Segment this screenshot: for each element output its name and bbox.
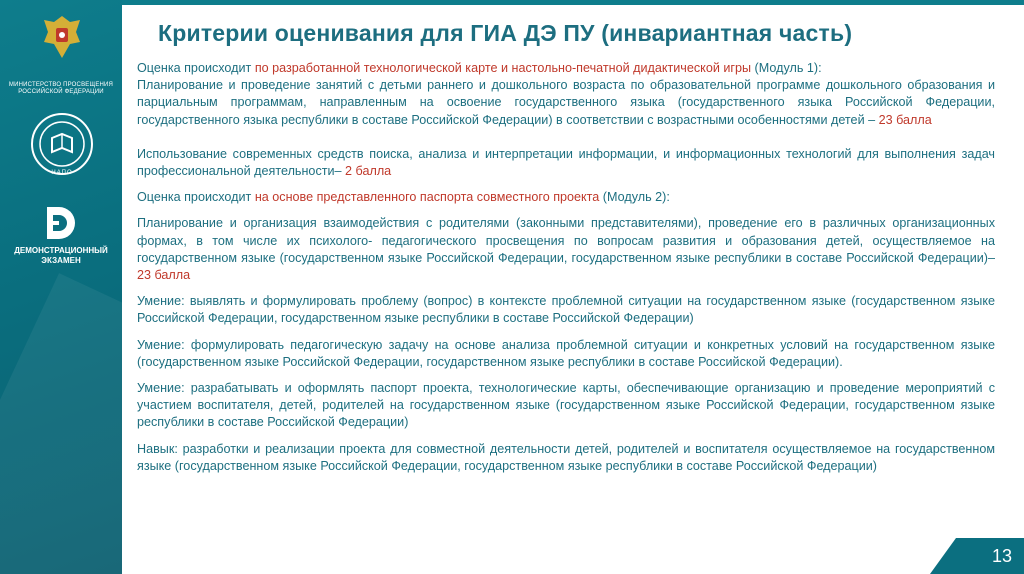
criterion-planning-score: 23 балла: [878, 112, 932, 127]
criterion-planning: [137, 77, 995, 129]
page-number: 13: [991, 546, 1012, 566]
module2-intro: Оценка происходит: [137, 190, 255, 205]
page-number-corner: [930, 538, 956, 574]
criterion-parents: [137, 215, 995, 284]
skill-problem: Умение: выявлять и формулировать проблему (вопрос) в контексте проблемной ситуации на государственном языке (государственном языке Российской Федерации, государственном языке республики в составе Российской Федерации): [137, 294, 995, 326]
sidebar: [0, 0, 122, 574]
skill-project: Навык: разработки и реализации проекта для совместной деятельности детей, родителей и воспитателя осуществляемое на государственном языке (государственном языке Российской Федерации, государственном языке республики в составе Российской Федерации): [137, 441, 995, 473]
module1-intro: Оценка происходит: [137, 61, 255, 75]
skill-passport: Умение: разрабатывать и оформлять паспорт проекта, технологические карты, обеспечивающие организацию и проведение мероприятий с участием воспитателя, детей, родителей на государственном языке (государственном языке Российской Федерации, государственном языке республики в составе Российской Федерации): [137, 381, 995, 430]
criterion-it-text: Использование современных средств поиска, анализа и интерпретации информации, и информационных технологий для выполнения задач профессиональной деятельности–: [137, 146, 995, 179]
criterion-parents-text: Планирование и организация взаимодействия с родителями (законными представителями), проведение его в различных организационных формах, в том числе их психолого- педагогического просвещения по вопросам развития и образования детей, осуществляемое на государственном языке (государственном языке Российской Федерации, государственном языке республики в составе Российской Федерации)–: [137, 216, 995, 265]
module1-heading: [137, 60, 995, 77]
page-number-badge: [956, 538, 1024, 574]
page-title: Критерии оценивания для ГИА ДЭ ПУ (инвариантная часть): [158, 20, 853, 46]
criterion-it-score: 2 балла: [345, 164, 392, 179]
demo-exam-label: ДЕМОНСТРАЦИОННЫЙ ЭКЗАМЕН: [14, 246, 108, 265]
criterion-it: [137, 146, 995, 180]
sidebar-decoration: [0, 273, 122, 574]
top-accent-bar: [122, 0, 1024, 5]
module1-highlight: по разработанной технологической карте и настольно-печатной дидактической игры: [254, 61, 752, 75]
module2-label: (Модуль 2):: [599, 190, 670, 205]
module1-label: (Модуль 1):: [751, 61, 822, 75]
ministry-label: МИНИСТЕРСТВО ПРОСВЕЩЕНИЯ РОССИЙСКОЙ ФЕДЕРАЦИИ: [8, 82, 114, 95]
module2-highlight: на основе представленного паспорта совместного проекта: [254, 190, 600, 205]
module2-heading: [137, 189, 995, 206]
napo-label: НАПО: [51, 170, 73, 176]
coat-of-arms-icon: [40, 12, 84, 62]
criterion-planning-text: Планирование и проведение занятий с детьми раннего и дошкольного возраста по образовательной программе дошкольного образования и парциальным программам, направленным на освоение государственного языка (государственного языка Российской Федерации, государственного языка республики в составе Российской Федерации) в соответствии с возрастными особенностями детей –: [137, 78, 995, 127]
demo-exam-logo-icon: [41, 203, 81, 243]
criteria-content: [137, 60, 995, 475]
criterion-parents-score: 23 балла: [137, 268, 191, 283]
skill-task: Умение: формулировать педагогическую задачу на основе анализа проблемной ситуации и конкретных условий на государственном языке (государственном языке Российской Федерации, государственном языке республики в составе Российской Федерации).: [137, 337, 995, 369]
